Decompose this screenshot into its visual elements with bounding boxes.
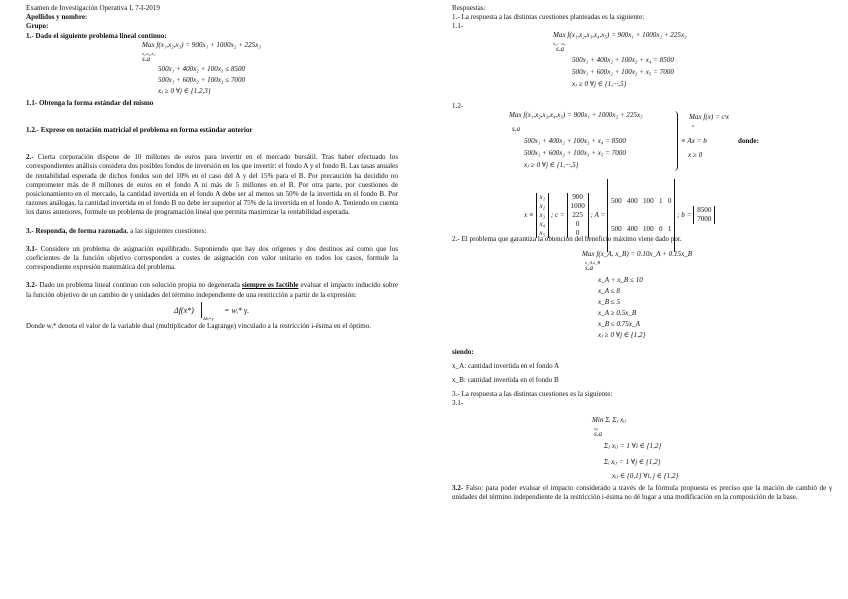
a11-sa: s.a (556, 44, 565, 53)
c-entry: 0 (575, 228, 580, 237)
c-entry: 900 (572, 192, 583, 201)
x-entry: x₁ (539, 192, 546, 201)
q1-objective-sub: x₁,x₂,x₃ (142, 50, 155, 56)
q1-objective: Max f(x₁,x₂,x₃) = 900x₁ + 1000x₂ + 225x₃ (142, 40, 261, 49)
answer-1-2-problem (452, 111, 832, 235)
a2-constraint: xⱼ ≥ 0 ∀j ∈ {1,2} (598, 331, 646, 340)
x-entry: x₂ (539, 201, 546, 210)
a2-constraint: x_B ≤ 0.75x_A (598, 320, 640, 329)
x-vector (536, 193, 550, 238)
c-entry: 1000 (570, 201, 585, 210)
x-entry: x₅ (539, 228, 546, 237)
a12-objective: Max f(x₁,x₂,x₃,x₄,x₅) = 900x₁ + 1000x₂ + 225x₃ (509, 110, 643, 119)
c-entry: 225 (572, 210, 583, 219)
answer-1-intro: 1.- La respuesta a las distintas cuestiones planteadas es la siguiente: (452, 13, 645, 22)
answer-2-intro: 2.- El problema que garantiza la obtención del beneficio máximo viene dado por. (452, 234, 682, 243)
answer-3-1-label: 3.1- (452, 398, 464, 407)
a12-matrix-nonneg: x ≥ 0 (688, 150, 703, 159)
formula-rhs: = wᵢ* γ. (224, 305, 250, 315)
a12-sa: s.a (512, 124, 521, 133)
a31-objective-sub: xᵢⱼ (594, 426, 598, 432)
q1-constraint-1: 500x₁ + 400x₂ + 100x₃ ≤ 8500 (158, 64, 246, 73)
a-row: 500 400 100 0 1 (611, 224, 672, 233)
b-entry: 7000 (697, 215, 712, 224)
a-row: 500 400 100 1 0 (611, 197, 672, 206)
q3-2-number: 3.2- (26, 281, 38, 290)
answers-title: Respuestas: (452, 4, 486, 12)
q1-sa: s.a (142, 54, 151, 63)
a2-objective: Max f(x_A, x_B) = 0.10x_A + 0.15x_B (582, 250, 693, 259)
q3-post: , a las siguientes cuestiones: (126, 226, 207, 235)
a12-matrix-objective: Max f(x) = cᵗx (689, 112, 730, 121)
exam-header: Examen de Investigación Operativa I, 7-I-2019 (26, 4, 160, 12)
q3-bold: de forma razonada (68, 226, 127, 235)
q1-constraint-3: xⱼ ≥ 0 ∀j ∈ {1,2,3} (158, 86, 211, 95)
formula-sub: Δbᵢ=γ (203, 315, 214, 321)
a11-constraint-1: 500x₁ + 400x₂ + 100x₃ + x₄ = 8500 (572, 55, 674, 64)
a2-donde: siendo: (452, 348, 474, 357)
a12-matrix-constraint: ≡ Ax = b (681, 136, 707, 145)
a12-matrix-objective-sub: x (692, 122, 694, 128)
formula-delta: Δf(x*) (174, 305, 194, 315)
answer-2-problem (452, 244, 832, 348)
a31-constraint: Σᵢ xᵢⱼ = 1 ∀j ∈ {1,2} (604, 458, 661, 467)
q1-problem (26, 41, 398, 99)
a2-constraint: x_A ≤ 8 (598, 287, 620, 296)
a-matrix (607, 179, 675, 252)
a12-constraint-3: xⱼ ≥ 0 ∀j ∈ {1,···,5} (524, 160, 579, 169)
c-vector-label: ; c = (550, 210, 565, 219)
a12-donde: donde: (738, 136, 759, 145)
q3-2-formula (26, 300, 398, 322)
b-vector (693, 206, 715, 224)
a32-text: Falso: para poder evaluar el impacto considerado a través de la fórmula propuesta es preciso que la mación de cambió de γ unidades del término independiente de la restricción i-ésima no dé lugar a una modificación en la composición de la base. (452, 484, 832, 502)
q1-constraint-2: 500x₁ + 600x₂ + 100x₃ ≤ 7000 (158, 75, 246, 84)
q3-2-text-b: evaluar el impacto inducido sobre la función objetivo de un cambio de γ unidades del término independiente de una restricción a partir de la expresión: (26, 281, 398, 299)
b-vector-label: ; b = (677, 210, 692, 219)
x-entry: x₄ (539, 219, 546, 228)
a2-constraint: x_B ≤ 5 (598, 298, 621, 307)
q3-2-paragraph (26, 281, 398, 299)
a12-matrices (524, 179, 715, 252)
a2-sa: s.a (585, 264, 594, 273)
a12-constraint-1: 500x₁ + 400x₂ + 100x₃ + x₄ = 8500 (524, 136, 626, 145)
q2-paragraph (26, 153, 398, 217)
q2-number: 2.- (26, 153, 34, 162)
q1-title: 1.- Dado el siguiente problema lineal continuo: (26, 31, 167, 40)
q3-2-note: Donde wᵢ* denota el valor de la variable dual (multiplicador de Lagrange) vinculado a la restricción i-ésima en el óptimo. (26, 321, 372, 330)
a2-objective-sub: x_A,x_B (585, 260, 601, 266)
a31-constraint: xᵢⱼ ∈ {0,1} ∀i, j ∈ {1,2} (612, 472, 679, 481)
answer-3-intro: 3.- La respuesta a las distintas cuestiones es la siguiente: (452, 389, 613, 398)
b-entry: 8500 (697, 206, 712, 215)
a11-objective-sub: x₁,···,x₅ (553, 40, 566, 46)
a12-constraint-2: 500x₁ + 600x₂ + 100x₃ + x₅ = 7000 (524, 148, 626, 157)
q3-1-text: Considere un problema de asignación equilibrado. Suponiendo que hay dos orígenes y dos destinos así como que los coeficientes de la función objetivo corresponden a costes de asignación con valor unitario en todos los casos, formule la correspondiente expresión matemática del problema. (26, 244, 399, 272)
q1-2: 1.2.- Exprese en notación matricial el problema en forma estándar anterior (26, 126, 253, 135)
q3-intro (26, 227, 398, 236)
x-entry: x₃ (539, 210, 546, 219)
q3-1-number: 3.1- (26, 244, 38, 253)
q3-1-paragraph (26, 245, 398, 273)
answer-1-1-problem (452, 32, 832, 102)
q3-2-underlined: siempre es factible (241, 281, 299, 290)
exam-questions (26, 4, 398, 331)
a31-objective: Min Σᵢ Σⱼ xᵢⱼ (592, 416, 627, 425)
group-label: Grupo: (26, 22, 49, 31)
a31-sa: s.a (594, 430, 603, 439)
a-matrix-label: ; A = (590, 210, 606, 219)
exam-answers (452, 4, 832, 502)
c-vector (567, 193, 589, 238)
a2-xb-def: x_B: cantidad invertida en el fondo B (452, 376, 559, 385)
c-entry: 0 (575, 219, 580, 228)
answer-1-2-label: 1.2- (452, 101, 464, 110)
name-label: Apellidos y nombre: (26, 13, 88, 22)
q3-number: 3.- Responda, (26, 226, 68, 235)
q2-text: Cierta corporación dispone de 10 millones de euros para invertir en el mercado bursátil. Tras haber efectuado los correspondientes análisis considera dos posibles fondos de inversión en los que invertir: el fondo A y el fondo B. Las tasas anuales de rentabilidad esperada de dichos fondos son del 10% en el caso del A y del 15% para el B. Por precaución ha decidido no comprometer más de 8 millones de euros en el fondo A ni más de 5 millones en el B. Por otra parte, por cuestiones de posicionamiento en el mercado, la cantidad invertida en el fondo A debe ser al menos un 50% de la invertida en el fondo B. Por razones análogas, la cantidad invertida en el fondo B no debe ier superior al 75% de la invertida en el fondo A. Teniendo en cuenta los datos anteriores, formule un problema de programación lineal que permita maximizar la rentabilidad esperada. (26, 153, 399, 217)
a11-objective: Max f(x₁,x₂,x₃,x₄,x₅) = 900x₁ + 1000x₂ + 225x₃ (553, 30, 687, 39)
a32-number: 3.2- (452, 484, 464, 493)
q3-2-text-a: Dado un problema lineal continuo con solución propia no degenerada (39, 281, 240, 290)
answer-1-1-label: 1.1- (452, 22, 464, 31)
a2-constraint: x_A ≥ 0.5x_B (598, 309, 637, 318)
answer-3-2-paragraph (452, 484, 832, 502)
a2-constraint: x_A + x_B ≤ 10 (598, 276, 643, 285)
a11-constraint-3: xⱼ ≥ 0 ∀j ∈ {1,···,5} (572, 79, 627, 88)
q1-1: 1.1- Obtenga la forma estándar del mismo (26, 98, 154, 107)
a11-constraint-2: 500x₁ + 600x₂ + 100x₃ + x₅ = 7000 (572, 67, 674, 76)
a2-xa-def: x_A: cantidad invertida en el fondo A (452, 362, 560, 371)
answer-3-1-problem (452, 408, 832, 484)
a31-constraint: Σⱼ xᵢⱼ = 1 ∀i ∈ {1,2} (604, 442, 662, 451)
x-vector-label: x ≡ (524, 210, 534, 219)
